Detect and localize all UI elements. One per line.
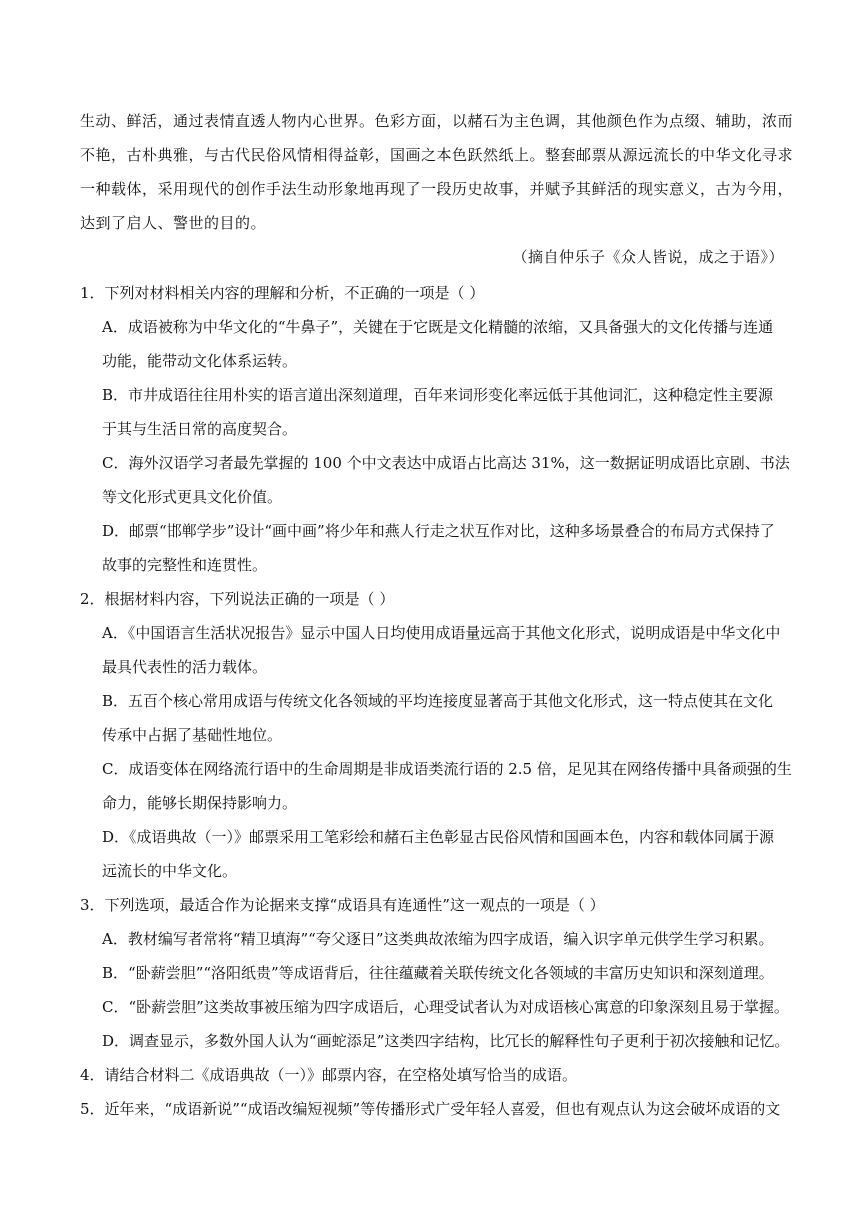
- question-2-option-c-cont: 命力，能够长期保持影响力。: [102, 794, 298, 812]
- question-1-option-b: B．市井成语往往用朴实的语言道出深刻道理，百年来词形变化率远低于其他词汇，这种稳定性主要源: [102, 386, 774, 404]
- question-3-option-a: A．教材编写者常将“精卫填海”“夸父逐日”这类典故浓缩为四字成语，编入识字单元供学生学习积累。: [102, 930, 774, 948]
- question-4-stem: 4．请结合材料二《成语典故（一）》邮票内容，在空格处填写恰当的成语。: [80, 1066, 578, 1084]
- question-2-option-b-cont: 传承中占据了基础性地位。: [102, 726, 283, 744]
- question-3-option-c: C．“卧薪尝胆”这类故事被压缩为四字成语后，心理受试者认为对成语核心寓意的印象深刻且易于掌握。: [102, 998, 789, 1016]
- question-1-option-c-cont: 等文化形式更具文化价值。: [102, 488, 283, 506]
- question-1-option-a: A．成语被称为中华文化的“牛鼻子”，关键在于它既是文化精髓的浓缩，又具备强大的文化传播与连通: [102, 318, 774, 336]
- question-2-option-d-cont: 远流长的中华文化。: [102, 862, 238, 880]
- question-1-option-a-cont: 功能，能带动文化体系运转。: [102, 352, 298, 370]
- question-2-option-c: C．成语变体在网络流行语中的生命周期是非成语类流行语的 2.5 倍，足见其在网络传播中具备顽强的生: [102, 760, 792, 778]
- question-1-stem: 1．下列对材料相关内容的理解和分析，不正确的一项是（ ）: [80, 284, 485, 302]
- question-1-option-c: C．海外汉语学习者最先掌握的 100 个中文表达中成语占比高达 31%，这一数据证明成语比京剧、书法: [102, 454, 790, 472]
- question-1-option-d-cont: 故事的完整性和连贯性。: [102, 556, 268, 574]
- question-5-stem: 5．近年来，“成语新说”“成语改编短视频”等传播形式广受年轻人喜爱，但也有观点认为这会破坏成语的文: [80, 1100, 781, 1118]
- passage-line: 达到了启人、警世的目的。: [80, 214, 267, 232]
- question-1-option-d: D．邮票“邯郸学步”设计“画中画”将少年和燕人行走之状互作对比，这种多场景叠合的布局方式保持了: [102, 522, 775, 540]
- passage-source: （摘自仲乐子《众人皆说，成之于语》）: [512, 248, 784, 266]
- question-2-option-a: A．《中国语言生活状况报告》显示中国人日均使用成语量远高于其他文化形式，说明成语是中华文化中: [102, 624, 781, 642]
- passage-line: 一种载体，采用现代的创作手法生动形象地再现了一段历史故事，并赋予其鲜活的现实意义，古为今用，: [80, 180, 794, 198]
- passage-line: 生动、鲜活，通过表情直透人物内心世界。色彩方面，以赭石为主色调，其他颜色作为点缀、辅助，浓而: [80, 112, 794, 130]
- question-2-stem: 2．根据材料内容，下列说法正确的一项是（ ）: [80, 590, 395, 608]
- question-1-option-b-cont: 于其与生活日常的高度契合。: [102, 420, 298, 438]
- passage-line: 不艳，古朴典雅，与古代民俗风情相得益彰，国画之本色跃然纸上。整套邮票从源远流长的中华文化寻求: [80, 146, 794, 164]
- question-3-option-b: B．“卧薪尝胆”“洛阳纸贵”等成语背后，往往蕴藏着关联传统文化各领域的丰富历史知识和深刻道理。: [102, 964, 774, 982]
- question-2-option-b: B．五百个核心常用成语与传统文化各领域的平均连接度显著高于其他文化形式，这一特点使其在文化: [102, 692, 774, 710]
- question-2-option-d: D．《成语典故（一）》邮票采用工笔彩绘和赭石主色彰显古民俗风情和国画本色，内容和载体同属于源: [102, 828, 775, 846]
- question-3-option-d: D．调查显示，多数外国人认为“画蛇添足”这类四字结构，比冗长的解释性句子更利于初次接触和记忆。: [102, 1032, 790, 1050]
- question-3-stem: 3．下列选项，最适合作为论据来支撑“成语具有连通性”这一观点的一项是（ ）: [80, 896, 605, 914]
- question-2-option-a-cont: 最具代表性的活力载体。: [102, 658, 268, 676]
